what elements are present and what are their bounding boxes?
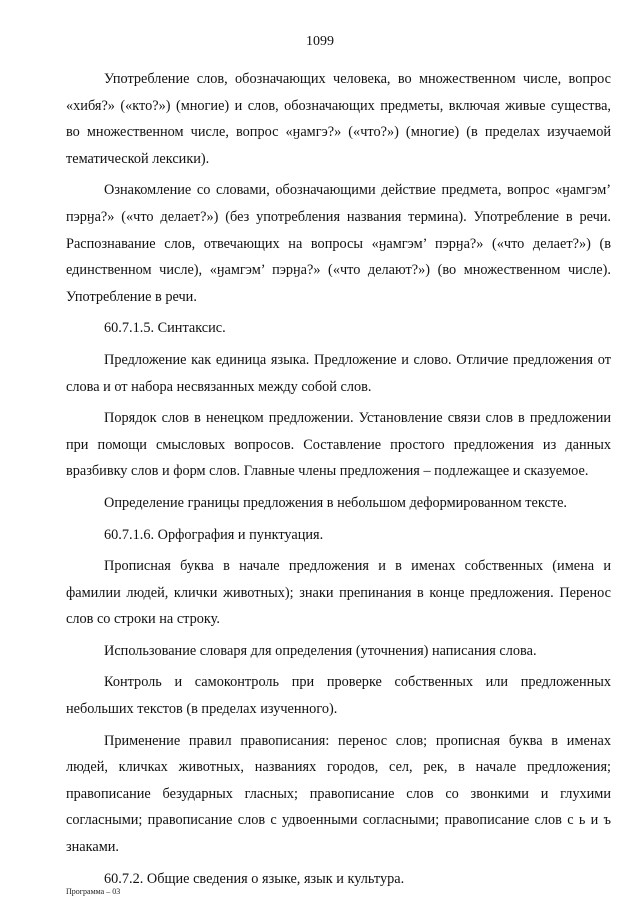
paragraph-dictionary-use: Использование словаря для определения (уточнения) написания слова. (104, 642, 537, 659)
paragraph-spelling-rules: Применение правил правописания: перенос слов; прописная буква в именах людей, кличках животных, названиях городов, сел, рек, в начале предложения; правописание безударных гласных; правописание слов со звонкими и глухими согласными; правописание слов с удвоенными согласными; правописание слов с ь и ъ знаками. (66, 732, 611, 856)
section-heading-orthography: 60.7.1.6. Орфография и пунктуация. (104, 526, 324, 543)
footer-program-label: Программа – 03 (66, 887, 121, 896)
document-body (66, 66, 611, 897)
page-number: 1099 (306, 34, 334, 49)
section-heading-syntax: 60.7.1.5. Синтаксис. (104, 320, 226, 337)
paragraph-capital-letters: Прописная буква в начале предложения и в именах собственных (имена и фамилии людей, клички животных); знаки препинания в конце предложения. Перенос слов со строки на строку. (66, 558, 611, 628)
paragraph-word-order: Порядок слов в ненецком предложении. Установление связи слов в предложении при помощи смысловых вопросов. Составление простого предложения из данных вразбивку слов и форм слов. Главные члены предложения – подлежащее и сказуемое. (66, 410, 611, 480)
paragraph-sentence-unit: Предложение как единица языка. Предложение и слово. Отличие предложения от слова и от набора несвязанных между собой слов. (66, 351, 611, 395)
paragraph-plural-nouns: Употребление слов, обозначающих человека, во множественном числе, вопрос «хибя?» («кто?») (многие) и слов, обозначающих предметы, включая живые существа, во множественном числе, вопрос «ӈамгэ?» («что?») (многие) (в пределах изучаемой тематической лексики). (66, 71, 611, 167)
paragraph-sentence-boundary: Определение границы предложения в небольшом деформированном тексте. (104, 494, 567, 511)
section-heading-language-culture: 60.7.2. Общие сведения о языке, язык и культура. (104, 870, 405, 887)
paragraph-verbs-intro: Ознакомление со словами, обозначающими действие предмета, вопрос «ӈамгэм’ пэрӈа?» («что делает?») (без употребления названия термина). Употребление в речи. Распознавание слов, отвечающих на вопросы «ӈамгэм’ пэрӈа?» («что делает?») (в единственном числе), «ӈамгэм’ пэрӈа?» («что делают?») (во множественном числе). Употребление в речи. (66, 182, 611, 305)
paragraph-self-control: Контроль и самоконтроль при проверке собственных или предложенных небольших текстов (в пределах изученного). (66, 674, 611, 718)
